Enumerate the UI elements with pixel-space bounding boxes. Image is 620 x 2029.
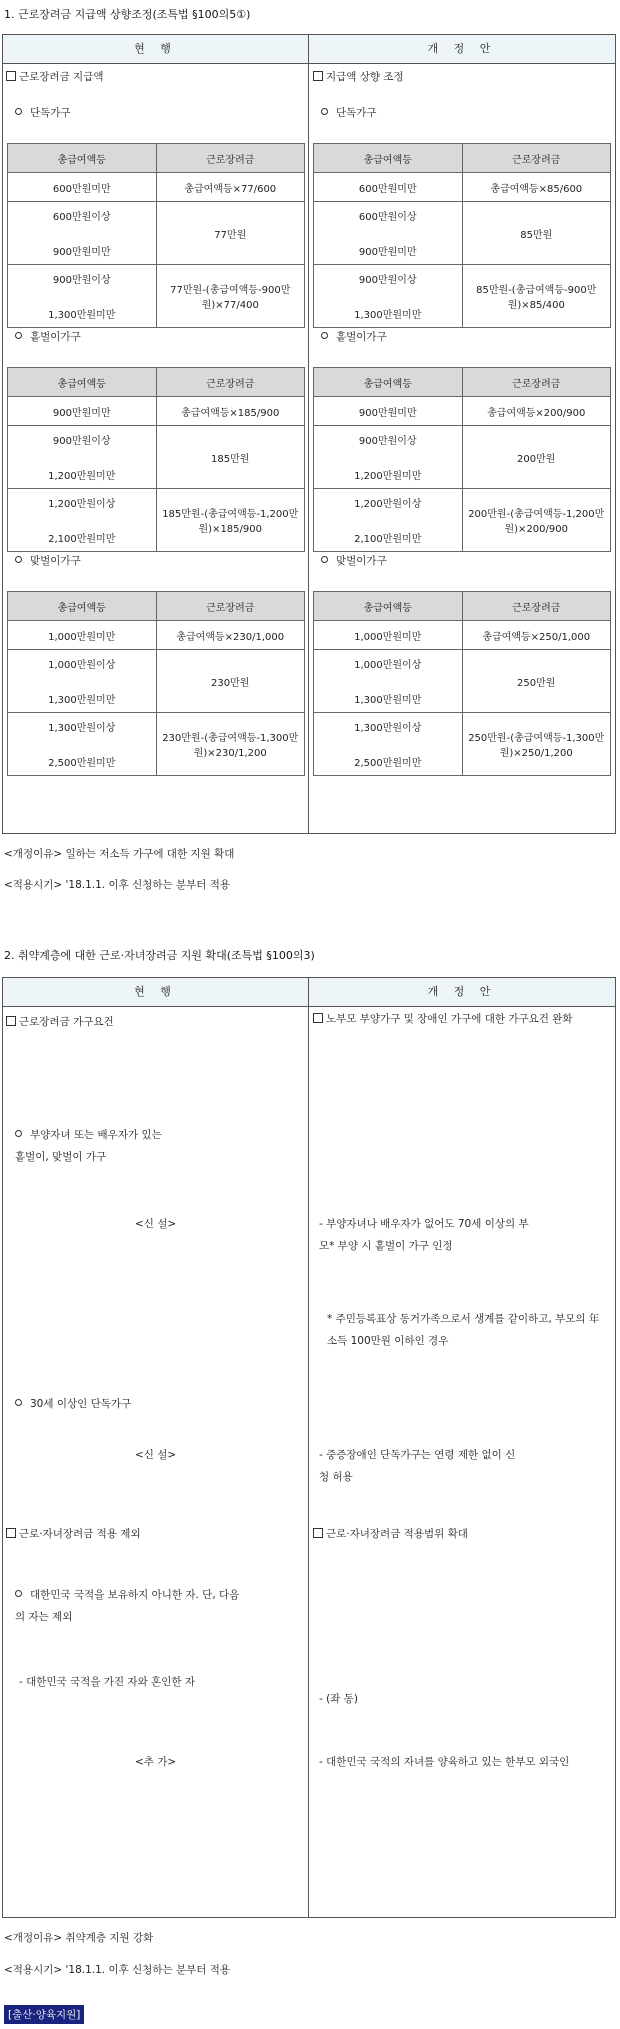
column-header-income: 총급여액등 [314, 144, 463, 173]
table-row [8, 650, 305, 713]
table-row [8, 621, 305, 650]
column-header-income: 총급여액등 [314, 368, 463, 397]
income-cell: 1,300만원이상 2,500만원미만 [8, 713, 157, 776]
income-cell: 1,200만원이상 2,100만원미만 [8, 489, 157, 552]
group-label: 맞벌이가구 [321, 553, 387, 568]
table-row [314, 489, 611, 552]
left-bullet-2: 30세 이상인 단독가구 [15, 1393, 131, 1415]
table-row [8, 426, 305, 489]
amount-cell: 총급여액등×85/600 [462, 173, 611, 202]
amount-cell: 총급여액등×200/900 [462, 397, 611, 426]
section2-title: 2. 취약계층에 대한 근로·자녀장려금 지원 확대(조특법 §100의3) [4, 949, 315, 962]
income-cell: 600만원이상 900만원미만 [314, 202, 463, 265]
right-item-4: - 대한민국 국적의 자녀를 양육하고 있는 한부모 외국인 [319, 1756, 570, 1768]
revised-amount-table [313, 591, 611, 776]
column-header-income: 총급여액등 [314, 592, 463, 621]
right-item-1: - 부양자녀나 배우자가 없어도 70세 이상의 부모* 부양 시 홑벌이 가구 인정 [319, 1218, 529, 1252]
table-row [314, 713, 611, 776]
table-row [8, 173, 305, 202]
right-item-2: - 중증장애인 단독가구는 연령 제한 없이 신청 허용 [319, 1449, 516, 1483]
bullet-icon [15, 1399, 22, 1406]
bullet-icon [15, 1130, 22, 1137]
column-header-amount: 근로장려금 [462, 144, 611, 173]
income-cell: 1,200만원이상 2,100만원미만 [314, 489, 463, 552]
income-cell: 900만원이상 1,300만원미만 [314, 265, 463, 328]
amount-cell: 총급여액등×77/600 [156, 173, 305, 202]
column-divider [308, 35, 309, 833]
column-header-income: 총급여액등 [8, 368, 157, 397]
column-header-amount: 근로장려금 [156, 592, 305, 621]
category-tag: [출산·양육지원] [4, 2005, 84, 2024]
checkbox-icon [6, 1016, 16, 1026]
section1-title: 1. 근로장려금 지급액 상향조정(조특법 §100의5①) [4, 8, 251, 21]
group-label: 홑벌이가구 [15, 329, 81, 344]
amount-cell: 총급여액등×230/1,000 [156, 621, 305, 650]
amount-cell: 총급여액등×185/900 [156, 397, 305, 426]
header-revised: 개 정 안 [309, 978, 615, 1007]
section2-reason: <개정이유> 취약계층 지원 강화 [4, 1932, 154, 1944]
table-row [314, 202, 611, 265]
amount-cell: 200만원-(총급여액등-1,200만원)×200/900 [462, 489, 611, 552]
left-new-2: <신 설> [135, 1449, 177, 1461]
amount-cell: 총급여액등×250/1,000 [462, 621, 611, 650]
table-row [314, 621, 611, 650]
bullet-icon [15, 332, 22, 339]
left-item-3: - 대한민국 국적을 가진 자와 혼인한 자 [19, 1676, 195, 1688]
left-heading-2: 근로·자녀장려금 적용 제외 [6, 1526, 141, 1541]
income-cell: 1,000만원이상 1,300만원미만 [8, 650, 157, 713]
section2-effective: <적용시기> '18.1.1. 이후 신청하는 분부터 적용 [4, 1964, 231, 1976]
section1-reason: <개정이유> 일하는 저소득 가구에 대한 지원 확대 [4, 848, 235, 860]
left-new-1: <신 설> [135, 1218, 177, 1230]
table-row [314, 265, 611, 328]
column-divider [308, 978, 309, 1917]
left-bullet-1: 부양자녀 또는 배우자가 있는 홑벌이, 맞벌이 가구 [15, 1129, 162, 1163]
checkbox-icon [6, 71, 16, 81]
income-cell: 1,000만원이상 1,300만원미만 [314, 650, 463, 713]
column-header-amount: 근로장려금 [156, 144, 305, 173]
amount-cell: 250만원 [462, 650, 611, 713]
group-label: 맞벌이가구 [15, 553, 81, 568]
group-label: 단독가구 [15, 105, 71, 120]
table-row [8, 713, 305, 776]
column-header-income: 총급여액등 [8, 144, 157, 173]
amount-cell: 200만원 [462, 426, 611, 489]
group-label: 홑벌이가구 [321, 329, 387, 344]
income-cell: 1,300만원이상 2,500만원미만 [314, 713, 463, 776]
income-cell: 1,000만원미만 [8, 621, 157, 650]
left-bullet-3: 대한민국 국적을 보유하지 아니한 자. 단, 다음의 자는 제외 [15, 1589, 240, 1623]
header-revised: 개 정 안 [309, 35, 615, 64]
amount-cell: 77만원-(총급여액등-900만원)×77/400 [156, 265, 305, 328]
group-label: 단독가구 [321, 105, 377, 120]
current-amount-table [7, 591, 305, 776]
left-new-3: <추 가> [135, 1756, 177, 1768]
table-row [8, 397, 305, 426]
section1-table [2, 34, 616, 834]
bullet-icon [321, 108, 328, 115]
amount-cell: 230만원-(총급여액등-1,300만원)×230/1,200 [156, 713, 305, 776]
right-note-1: * 주민등록표상 동거가족으로서 생계를 같이하고, 부모의 年 소득 100만원 이하인 경우 [327, 1313, 600, 1347]
income-cell: 600만원이상 900만원미만 [8, 202, 157, 265]
amount-cell: 185만원-(총급여액등-1,200만원)×185/900 [156, 489, 305, 552]
table-row [314, 426, 611, 489]
header-current: 현 행 [3, 978, 309, 1007]
table-row [314, 173, 611, 202]
bullet-icon [15, 556, 22, 563]
table-row [8, 265, 305, 328]
checkbox-icon [6, 1528, 16, 1538]
section2-table [2, 977, 616, 1918]
income-cell: 900만원미만 [8, 397, 157, 426]
column-header-amount: 근로장려금 [156, 368, 305, 397]
amount-cell: 185만원 [156, 426, 305, 489]
checkbox-icon [313, 71, 323, 81]
amount-cell: 230만원 [156, 650, 305, 713]
income-cell: 900만원미만 [314, 397, 463, 426]
table-row [314, 397, 611, 426]
table-row [8, 202, 305, 265]
revised-amount-table [313, 367, 611, 552]
right-item-3: - (좌 동) [319, 1693, 358, 1705]
income-cell: 900만원이상 1,200만원미만 [314, 426, 463, 489]
table-row [314, 650, 611, 713]
column-header-income: 총급여액등 [8, 592, 157, 621]
current-amount-table [7, 367, 305, 552]
amount-cell: 85만원-(총급여액등-900만원)×85/400 [462, 265, 611, 328]
header-current: 현 행 [3, 35, 309, 64]
checkbox-icon [313, 1528, 323, 1538]
amount-cell: 250만원-(총급여액등-1,300만원)×250/1,200 [462, 713, 611, 776]
income-cell: 900만원이상 1,300만원미만 [8, 265, 157, 328]
column-header-amount: 근로장려금 [462, 592, 611, 621]
income-cell: 600만원미만 [8, 173, 157, 202]
table-row [8, 489, 305, 552]
right-heading: 지급액 상향 조정 [313, 69, 404, 84]
income-cell: 1,000만원미만 [314, 621, 463, 650]
checkbox-icon [313, 1013, 323, 1023]
left-heading: 근로장려금 지급액 [6, 69, 103, 84]
bullet-icon [321, 332, 328, 339]
right-heading-1: 노부모 부양가구 및 장애인 가구에 대한 가구요건 완화 [313, 1008, 603, 1030]
bullet-icon [15, 1590, 22, 1597]
current-amount-table [7, 143, 305, 328]
column-header-amount: 근로장려금 [462, 368, 611, 397]
income-cell: 900만원이상 1,200만원미만 [8, 426, 157, 489]
income-cell: 600만원미만 [314, 173, 463, 202]
section1-effective: <적용시기> '18.1.1. 이후 신청하는 분부터 적용 [4, 879, 231, 891]
left-heading-1: 근로장려금 가구요건 [6, 1014, 114, 1029]
right-heading-2: 근로·자녀장려금 적용범위 확대 [313, 1526, 468, 1541]
bullet-icon [15, 108, 22, 115]
bullet-icon [321, 556, 328, 563]
amount-cell: 77만원 [156, 202, 305, 265]
revised-amount-table [313, 143, 611, 328]
amount-cell: 85만원 [462, 202, 611, 265]
